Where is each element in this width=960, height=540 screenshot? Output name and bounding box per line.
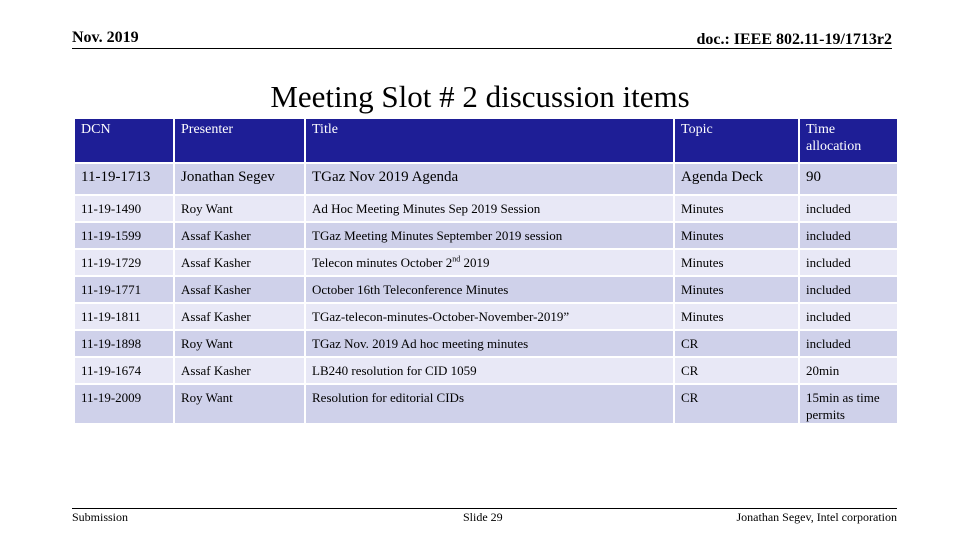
cell-time: 20min (799, 357, 898, 384)
cell-title: TGaz Nov. 2019 Ad hoc meeting minutes (305, 330, 674, 357)
cell-dcn: 11-19-1898 (74, 330, 174, 357)
cell-title: TGaz-telecon-minutes-October-November-2019” (305, 303, 674, 330)
cell-dcn: 11-19-2009 (74, 384, 174, 424)
header-date: Nov. 2019 (72, 29, 139, 46)
col-header-time: Time allocation (799, 118, 898, 163)
cell-time: included (799, 195, 898, 222)
table-row (74, 357, 898, 384)
cell-topic: Minutes (674, 276, 799, 303)
cell-presenter: Assaf Kasher (174, 357, 305, 384)
cell-topic: Minutes (674, 249, 799, 276)
cell-presenter: Roy Want (174, 330, 305, 357)
col-header-title: Title (305, 118, 674, 163)
table-header-row (74, 118, 898, 163)
col-header-dcn: DCN (74, 118, 174, 163)
cell-time: included (799, 276, 898, 303)
cell-presenter: Assaf Kasher (174, 276, 305, 303)
cell-time: included (799, 249, 898, 276)
cell-topic: Minutes (674, 222, 799, 249)
cell-time: 90 (799, 163, 898, 195)
cell-title: Resolution for editorial CIDs (305, 384, 674, 424)
ordinal-suffix: nd (452, 254, 461, 264)
cell-dcn: 11-19-1729 (74, 249, 174, 276)
cell-title-year: 2019 (460, 255, 490, 270)
cell-title: LB240 resolution for CID 1059 (305, 357, 674, 384)
cell-title: TGaz Meeting Minutes September 2019 session (305, 222, 674, 249)
cell-topic: CR (674, 384, 799, 424)
footer-rule (72, 508, 897, 509)
cell-topic: CR (674, 330, 799, 357)
cell-time: included (799, 330, 898, 357)
table-row (74, 276, 898, 303)
table-row (74, 303, 898, 330)
cell-dcn: 11-19-1490 (74, 195, 174, 222)
cell-title-text: Telecon minutes October 2 (312, 255, 453, 270)
cell-title (305, 249, 674, 276)
table-row (74, 163, 898, 195)
cell-title: TGaz Nov 2019 Agenda (305, 163, 674, 195)
cell-topic: CR (674, 357, 799, 384)
cell-topic: Agenda Deck (674, 163, 799, 195)
table-row (74, 222, 898, 249)
agenda-table (73, 117, 899, 425)
footer-slide-number: Slide 29 (463, 510, 503, 524)
cell-time: included (799, 222, 898, 249)
table-row (74, 195, 898, 222)
header-doc-id: doc.: IEEE 802.11-19/1713r2 (696, 31, 892, 48)
cell-dcn: 11-19-1599 (74, 222, 174, 249)
col-header-topic: Topic (674, 118, 799, 163)
cell-presenter: Assaf Kasher (174, 222, 305, 249)
cell-presenter: Roy Want (174, 384, 305, 424)
cell-title: Ad Hoc Meeting Minutes Sep 2019 Session (305, 195, 674, 222)
cell-dcn: 11-19-1674 (74, 357, 174, 384)
cell-presenter: Assaf Kasher (174, 303, 305, 330)
footer-submission: Submission (72, 510, 129, 524)
cell-presenter: Roy Want (174, 195, 305, 222)
cell-topic: Minutes (674, 303, 799, 330)
col-header-presenter: Presenter (174, 118, 305, 163)
slide-title: Meeting Slot # 2 discussion items (270, 79, 690, 114)
footer-author: Jonathan Segev, Intel corporation (736, 510, 897, 524)
cell-time: 15min as time permits (799, 384, 898, 424)
cell-dcn: 11-19-1811 (74, 303, 174, 330)
header-rule (72, 48, 892, 49)
cell-presenter: Assaf Kasher (174, 249, 305, 276)
cell-time: included (799, 303, 898, 330)
cell-dcn: 11-19-1713 (74, 163, 174, 195)
table-row (74, 384, 898, 424)
table-row (74, 249, 898, 276)
cell-dcn: 11-19-1771 (74, 276, 174, 303)
cell-title: October 16th Teleconference Minutes (305, 276, 674, 303)
cell-presenter: Jonathan Segev (174, 163, 305, 195)
cell-topic: Minutes (674, 195, 799, 222)
table-row (74, 330, 898, 357)
